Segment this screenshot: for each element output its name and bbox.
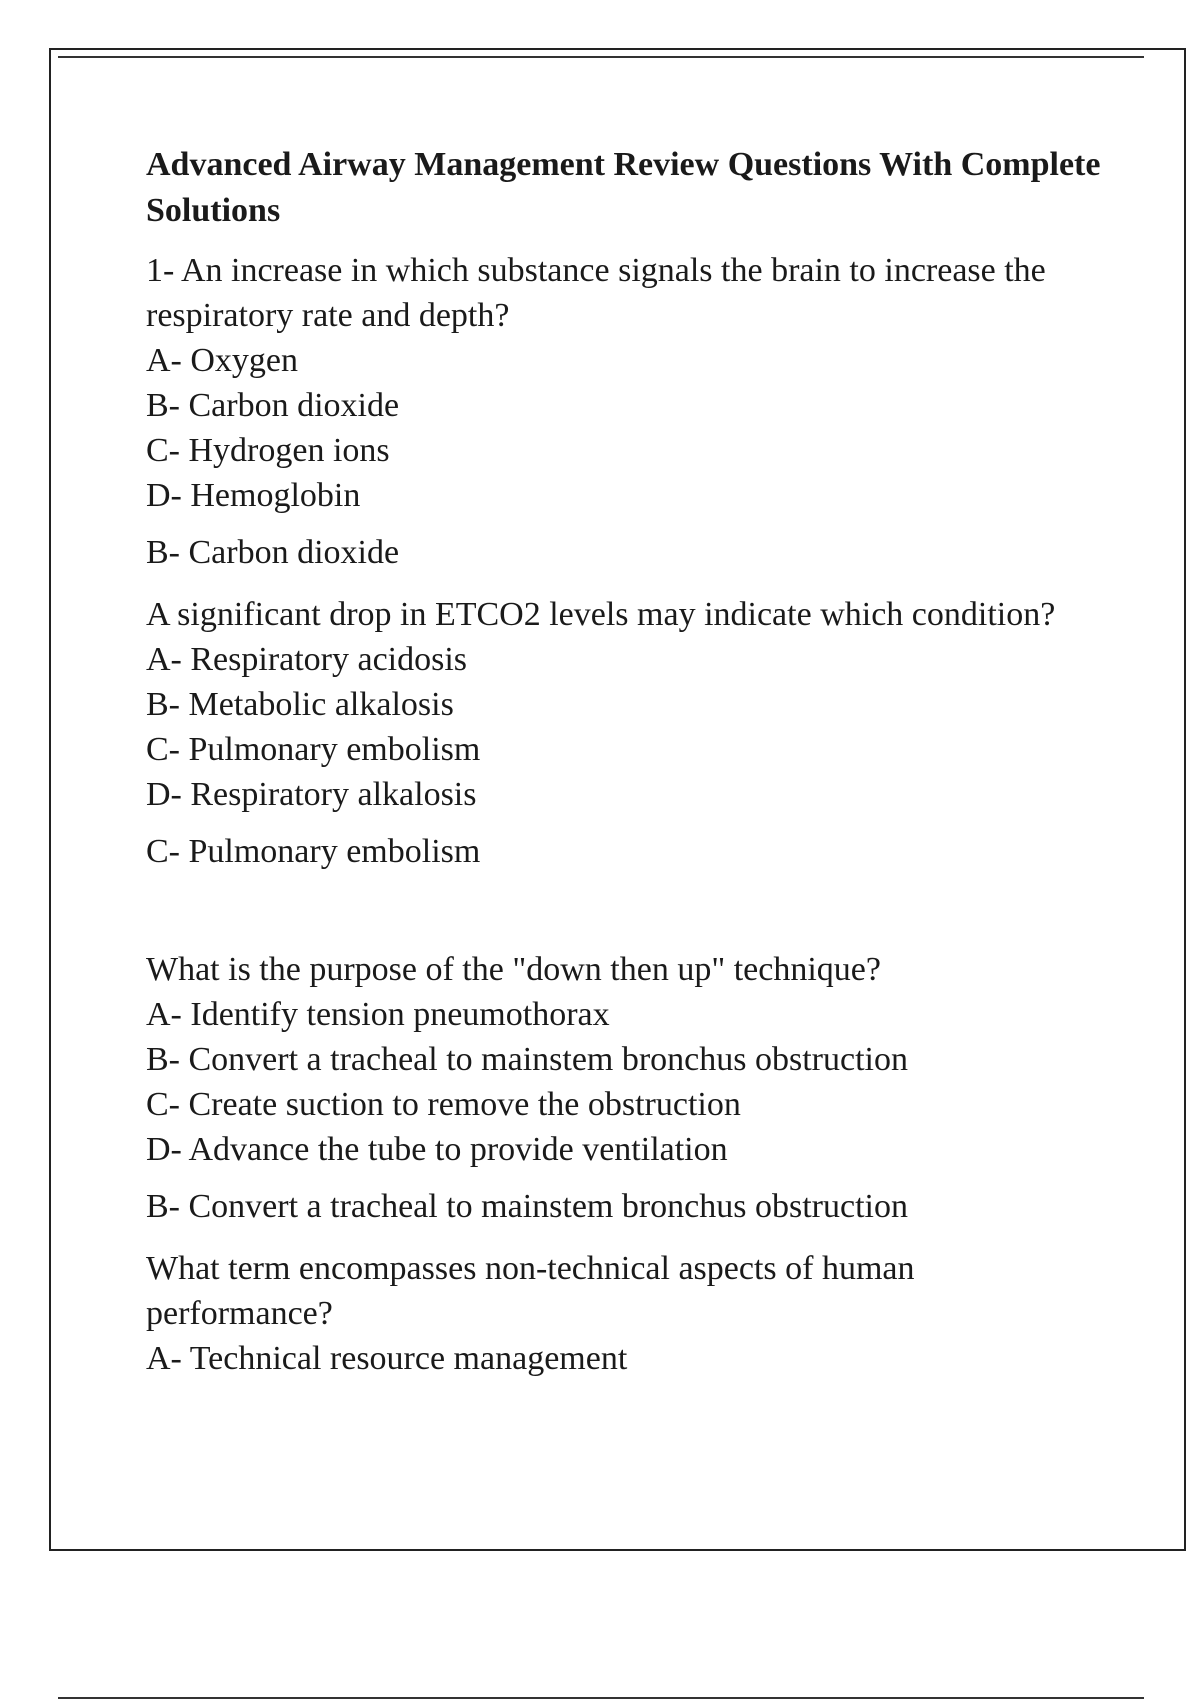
option: B- Carbon dioxide xyxy=(146,387,400,424)
question-prompt: A significant drop in ETCO2 levels may indicate which condition? xyxy=(146,596,1056,633)
option: D- Respiratory alkalosis xyxy=(146,776,477,813)
option: D- Hemoglobin xyxy=(146,477,361,514)
bottom-rule xyxy=(58,1697,1144,1699)
option: C- Hydrogen ions xyxy=(146,432,390,469)
option: D- Advance the tube to provide ventilation xyxy=(146,1131,728,1168)
answer: B- Carbon dioxide xyxy=(146,534,400,571)
option: B- Metabolic alkalosis xyxy=(146,686,454,723)
option: A- Oxygen xyxy=(146,342,299,379)
question-1 xyxy=(146,248,1106,575)
answer: C- Pulmonary embolism xyxy=(146,833,481,870)
question-3 xyxy=(146,947,1106,1229)
document-title: Advanced Airway Management Review Questions With Complete Solutions xyxy=(146,146,1101,229)
top-rule xyxy=(58,56,1144,58)
question-prompt: 1- An increase in which substance signals the brain to increase the respiratory rate and depth? xyxy=(146,252,1046,334)
option: A- Respiratory acidosis xyxy=(146,641,468,678)
question-prompt: What is the purpose of the "down then up" technique? xyxy=(146,951,881,988)
question-prompt: What term encompasses non-technical aspects of human performance? xyxy=(146,1250,915,1332)
option: A- Identify tension pneumothorax xyxy=(146,996,610,1033)
option: A- Technical resource management xyxy=(146,1340,628,1377)
question-4 xyxy=(146,1246,1106,1381)
answer: B- Convert a tracheal to mainstem bronchus obstruction xyxy=(146,1188,908,1225)
option: B- Convert a tracheal to mainstem bronchus obstruction xyxy=(146,1041,908,1078)
document-body xyxy=(146,142,1106,1381)
option: C- Create suction to remove the obstruction xyxy=(146,1086,741,1123)
option: C- Pulmonary embolism xyxy=(146,731,481,768)
question-2 xyxy=(146,592,1106,874)
